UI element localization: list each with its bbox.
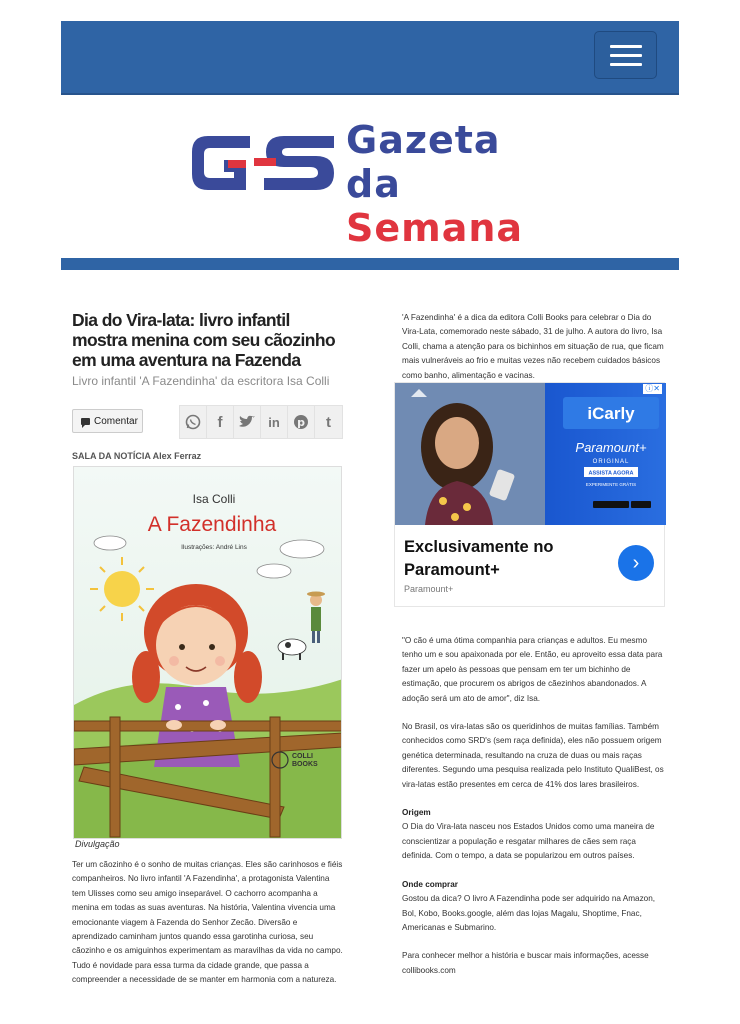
cover-illustrations: Ilustrações: André Lins: [181, 544, 247, 551]
publisher-line-1: COLLI: [292, 753, 313, 760]
hamburger-icon-line: [610, 54, 642, 57]
ad-title[interactable]: Exclusivamente no Paramount+: [404, 538, 554, 579]
twitter-icon[interactable]: [234, 406, 261, 438]
hamburger-icon-line: [610, 63, 642, 66]
advertisement[interactable]: [394, 382, 665, 607]
origem-heading: Origem: [402, 808, 431, 818]
final-text: Para conhecer melhor a história e buscar mais informações, acesse collibooks.com: [402, 951, 649, 975]
linkedin-icon[interactable]: in: [261, 406, 288, 438]
share-toolbar: [72, 405, 344, 439]
origem-text: O Dia do Vira-lata nasceu nos Estados Unidos como uma maneira de conscientizar a população e resgatar milhares de cães sem raça definida. Com o tempo, a data se popularizou em outros países.: [402, 822, 655, 861]
comment-icon: [81, 418, 90, 425]
cover-title: A Fazendinha: [147, 513, 277, 536]
comment-button[interactable]: [72, 409, 143, 433]
facebook-icon[interactable]: f: [207, 406, 234, 438]
ad-source: Paramount+: [404, 584, 454, 594]
logo-wordmark: [346, 118, 560, 250]
article-paragraph-brasil: No Brasil, os vira-latas são os queridinhos de muitas famílias. Também conhecidos como SRD's (sem raça definida), eles não possuem origem genética determinada, resultando na cruza de duas ou mais raças diferentes. Segundo uma pesquisa realizada pelo Instituto QualiBest, os vira-latas estão presentes em cerca de 41% dos lares brasileiros.: [402, 722, 664, 789]
article-body-right-lower: [402, 634, 664, 992]
cover-author: Isa Colli: [192, 492, 236, 506]
comprar-heading: Onde comprar: [402, 879, 458, 889]
ad-cta: ASSISTA AGORA: [588, 470, 634, 477]
site-logo[interactable]: [188, 118, 560, 250]
article-subtitle: Livro infantil 'A Fazendinha' da escritora Isa Colli: [72, 374, 330, 388]
ad-badge: iCarly: [587, 404, 635, 423]
logo-line-2: Semana: [346, 206, 524, 250]
svg-text:p: p: [297, 416, 305, 429]
adchoices-icon[interactable]: ⓘ✕: [645, 384, 660, 393]
publisher-line-2: BOOKS: [292, 761, 318, 768]
article-title: Dia do Vira-lata: livro infantil mostra menina com seu cãozinho em uma aventura na Fazenda: [72, 310, 336, 370]
article-header: [72, 310, 344, 389]
article-intro: 'A Fazendinha' é a dica da editora Colli Books para celebrar o Dia do Vira-Lata, comemorado neste sábado, 31 de julho. A autora do livro, Isa Colli, chama a atenção para os bichinhos em situação de rua, que ficam mais vulneráveis ao frio e muitas vezes não recebem cuidados básicos como banho, alimentação e vacinas.: [402, 313, 664, 380]
hamburger-menu-button[interactable]: [594, 31, 657, 79]
article-body-left: Ter um cãozinho é o sonho de muitas crianças. Eles são carinhosos e fiéis companheiros. No livro infantil 'A Fazendinha', a protagonista Valentina tem Ulisses como seu amigo inseparável. O cachorro acompanha a menina em todas as suas aventuras. Na história, Valentina vivencia uma emocionante viagem à Fazenda do Senhor Zecão. Diversão e aprendizado caminham juntos quando essa garotinha curiosa, seu cãozinho e os amiguinhos experimentam as maravilhas da vida no campo. Tudo é novidade para essa turma da cidade grande, que passa a compreender a necessidade de se manter em harmonia com a natureza.: [72, 860, 343, 985]
article-quote: "O cão é uma ótima companhia para crianças e adultos. Eu mesmo tenho um e sou apaixonada por ele. Então, eu aproveito essa data para fazer um apelo às pessoas que pensam em ter um bichinho de estimação, que procurem os abrigos de cãezinhos abandonados. A adoção será um ato de amor", diz Isa.: [402, 636, 663, 703]
gs-logo-icon: [188, 122, 338, 202]
comprar-text: Gostou da dica? O livro A Fazendinha pode ser adquirido na Amazon, Bol, Kobo, Books.google, além das lojas Magalu, Shoptime, Fnac, Americanas e Submarino.: [402, 894, 656, 932]
whatsapp-icon[interactable]: [180, 406, 207, 438]
logo-line-1: Gazeta da: [346, 118, 501, 206]
ad-arrow-button[interactable]: [618, 545, 654, 581]
pinterest-icon[interactable]: [288, 406, 315, 438]
comment-label: Comentar: [94, 415, 138, 427]
share-icons: [179, 405, 343, 439]
ad-trial: EXPERIMENTE GRÁTIS: [585, 482, 637, 487]
image-caption: Divulgação: [75, 839, 120, 849]
tumblr-icon[interactable]: t: [326, 413, 331, 431]
ad-platform: Paramount+: [575, 440, 647, 455]
hamburger-icon: [610, 45, 642, 48]
book-cover-image: [73, 466, 342, 839]
nav-divider-bar: [61, 258, 679, 270]
ad-image: [395, 383, 666, 525]
ad-original: ORIGINAL: [592, 459, 630, 465]
chevron-right-icon: ›: [632, 551, 640, 574]
site-header-bar: [61, 21, 679, 95]
article-byline: SALA DA NOTÍCIA Alex Ferraz: [72, 451, 202, 461]
